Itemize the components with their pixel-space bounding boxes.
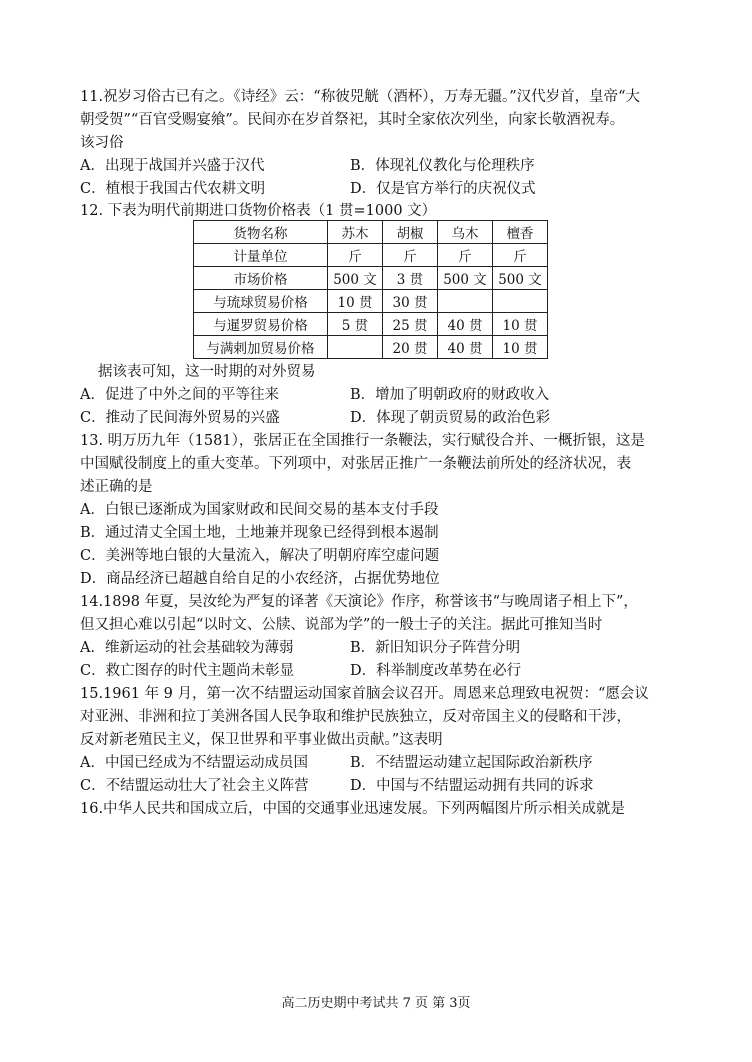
- table-row: [194, 267, 548, 290]
- q11-option-b[interactable]: B．体现礼仪教化与伦理秩序: [350, 158, 535, 174]
- q15-option-d[interactable]: D．中国与不结盟运动拥有共同的诉求: [350, 778, 594, 794]
- table-row: [194, 290, 548, 313]
- q13-stem-line-3: 述正确的是: [80, 479, 153, 495]
- table-cell: 与暹罗贸易价格: [194, 313, 328, 336]
- q14-stem-line-2: 但又担心难以引起“以时文、公牍、说部为学”的一般士子的关注。据此可推知当时: [80, 617, 603, 633]
- q15-stem-line-3: 反对新老殖民主义，保卫世界和平事业做出贡献。”这表明: [80, 732, 443, 748]
- q12-option-d[interactable]: D．体现了朝贡贸易的政治色彩: [350, 410, 551, 426]
- q12-option-row-2: [80, 408, 680, 428]
- table-cell: 30 贯: [383, 290, 438, 313]
- table-cell: 500 文: [493, 267, 548, 290]
- table-row: [194, 313, 548, 336]
- table-cell: 与满剌加贸易价格: [194, 336, 328, 359]
- q15-stem-line-2: 对亚洲、非洲和拉丁美洲各国人民争取和维护民族独立，反对帝国主义的侵略和干涉，: [80, 709, 631, 725]
- q12-option-a[interactable]: A．促进了中外之间的平等往来: [80, 387, 279, 403]
- q11-option-row-1: [80, 156, 680, 176]
- table-cell: 斤: [438, 244, 493, 267]
- q11-option-row-2: [80, 179, 680, 199]
- q13-stem-line-2: 中国赋役制度上的重大变革。下列项中，对张居正推广一条鞭法前所处的经济状况，表: [80, 456, 631, 472]
- table-cell: [438, 290, 493, 313]
- table-cell: [493, 290, 548, 313]
- table-cell: 500 文: [438, 267, 493, 290]
- table-cell: 斤: [493, 244, 548, 267]
- table-cell: 10 贯: [328, 290, 383, 313]
- q12-option-b[interactable]: B．增加了明朝政府的财政收入: [350, 387, 550, 403]
- price-table: [193, 220, 548, 359]
- q16-stem: 16.中华人民共和国成立后，中国的交通事业迅速发展。下列两幅图片所示相关成就是: [80, 801, 626, 817]
- table-row: [194, 336, 548, 359]
- q15-option-b[interactable]: B．不结盟运动建立起国际政治新秩序: [350, 755, 593, 771]
- table-cell: 计量单位: [194, 244, 328, 267]
- page-footer: 高二历史期中考试共 7 页 第 3页: [281, 996, 471, 1011]
- q11-option-d[interactable]: D．仅是官方举行的庆祝仪式: [350, 181, 536, 197]
- table-header-cell: 乌木: [438, 221, 493, 244]
- q15-option-row-2: [80, 776, 680, 796]
- q14-option-a[interactable]: A．维新运动的社会基础较为薄弱: [80, 640, 294, 656]
- table-row: [194, 244, 548, 267]
- q13-option-b[interactable]: B．通过清丈全国土地，土地兼并现象已经得到根本遏制: [80, 525, 439, 541]
- q14-option-d[interactable]: D．科举制度改革势在必行: [350, 663, 522, 679]
- q13-option-d[interactable]: D．商品经济已超越自给自足的小农经济，占据优势地位: [80, 571, 440, 587]
- table-cell: 与琉球贸易价格: [194, 290, 328, 313]
- q11-option-c[interactable]: C．植根于我国古代农耕文明: [80, 181, 266, 197]
- q12-option-row-1: [80, 385, 680, 405]
- q14-option-b[interactable]: B．新旧知识分子阵营分明: [350, 640, 521, 656]
- q14-option-c[interactable]: C．救亡图存的时代主题尚未彰显: [80, 663, 295, 679]
- table-cell: 40 贯: [438, 313, 493, 336]
- table-cell: 10 贯: [493, 313, 548, 336]
- table-header-row: [194, 221, 548, 244]
- table-cell: 25 贯: [383, 313, 438, 336]
- table-cell: 3 贯: [383, 267, 438, 290]
- table-header-cell: 货物名称: [194, 221, 328, 244]
- table-cell: 斤: [328, 244, 383, 267]
- q11-stem-line-3: 该习俗: [80, 135, 124, 151]
- table-header-cell: 檀香: [493, 221, 548, 244]
- q15-stem-line-1: 15.1961 年 9 月，第一次不结盟运动国家首脑会议召开。周恩来总理致电祝贺：“愿会议: [80, 686, 649, 702]
- table-cell: 斤: [383, 244, 438, 267]
- q13-option-a[interactable]: A．白银已逐渐成为国家财政和民间交易的基本支付手段: [80, 502, 439, 518]
- q15-option-row-1: [80, 753, 680, 773]
- q12-after-table: 据该表可知，这一时期的对外贸易: [98, 364, 316, 380]
- q12-stem: 12. 下表为明代前期进口货物价格表（1 贯=1000 文）: [80, 203, 437, 219]
- q11-stem-line-1: 11.祝岁习俗古已有之。《诗经》云：“称彼兕觥（酒杯），万寿无疆。”汉代岁首，皇帝“大: [80, 89, 641, 105]
- q14-option-row-1: [80, 638, 680, 658]
- table-header-cell: 苏木: [328, 221, 383, 244]
- table-cell: 市场价格: [194, 267, 328, 290]
- table-cell: 5 贯: [328, 313, 383, 336]
- q14-option-row-2: [80, 661, 680, 681]
- q13-option-c[interactable]: C．美洲等地白银的大量流入，解决了明朝府库空虚问题: [80, 548, 440, 564]
- table-header-cell: 胡椒: [383, 221, 438, 244]
- q11-stem-line-2: 朝受贺”“百官受赐宴飨”。民间亦在岁首祭祀，其时全家依次列坐，向家长敬酒祝寿。: [80, 112, 625, 128]
- q12-option-c[interactable]: C．推动了民间海外贸易的兴盛: [80, 410, 280, 426]
- q15-option-c[interactable]: C．不结盟运动壮大了社会主义阵营: [80, 778, 309, 794]
- q15-option-a[interactable]: A．中国已经成为不结盟运动成员国: [80, 755, 308, 771]
- q13-stem-line-1: 13. 明万历九年（1581），张居正在全国推行一条鞭法，实行赋役合并、一概折银，这是: [80, 433, 645, 449]
- table-cell: 500 文: [328, 267, 383, 290]
- table-cell: 20 贯: [383, 336, 438, 359]
- table-cell: 10 贯: [493, 336, 548, 359]
- q14-stem-line-1: 14.1898 年夏，吴汝纶为严复的译著《天演论》作序，称誉该书“与晚周诸子相上下”，: [80, 594, 638, 610]
- table-cell: 40 贯: [438, 336, 493, 359]
- q11-option-a[interactable]: A．出现于战国并兴盛于汉代: [80, 158, 265, 174]
- table-cell: [328, 336, 383, 359]
